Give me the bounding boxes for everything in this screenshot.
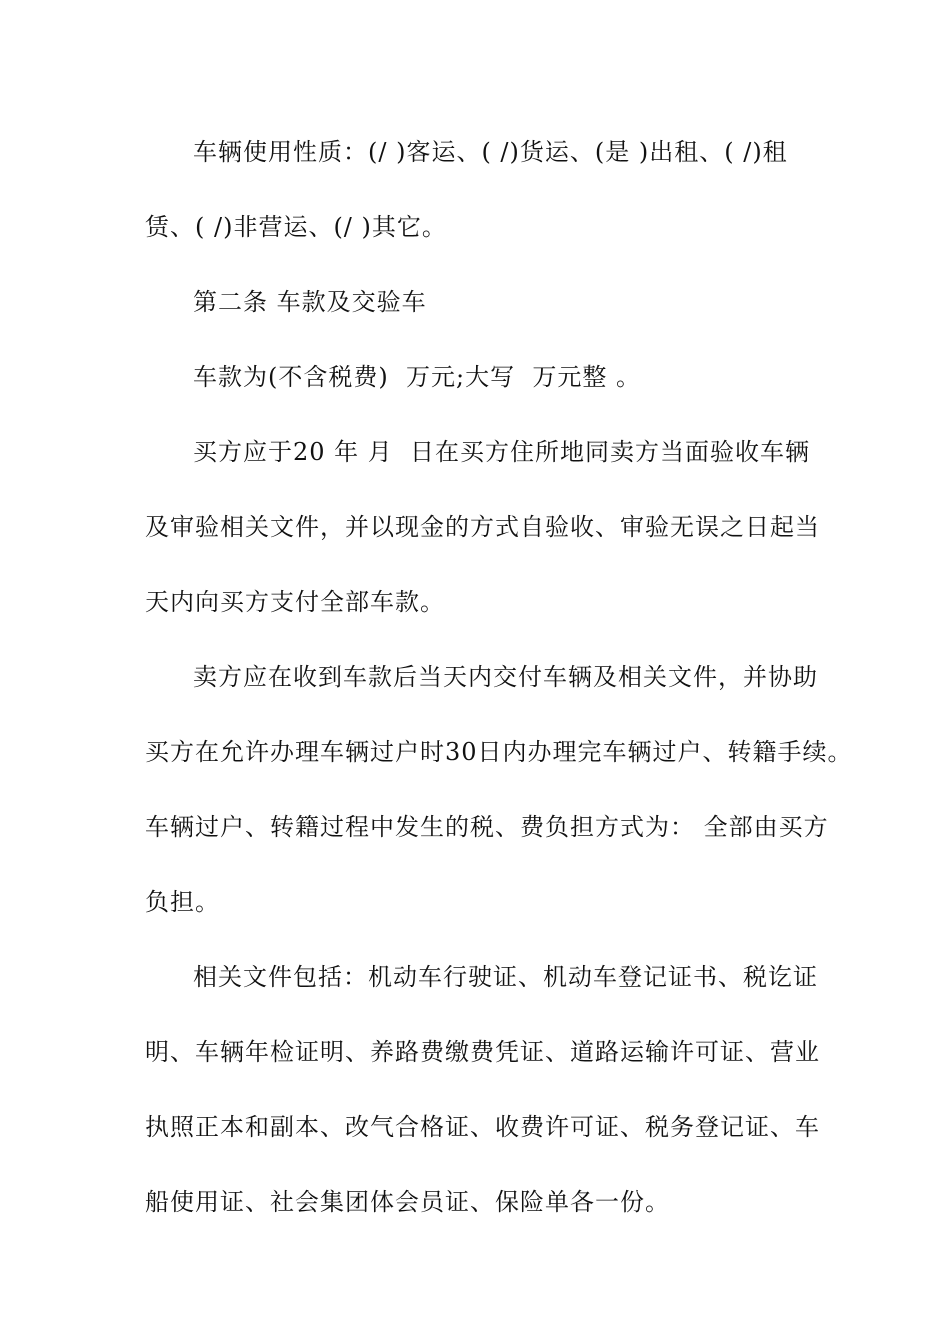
paragraph-line: 相关文件包括：机动车行驶证、机动车登记证书、税讫证 [193,963,818,991]
paragraph-line: 车辆使用性质：(/ )客运、( /)货运、(是 )出租、( /)租 [193,138,788,166]
paragraph-line: 车款为(不含税费) 万元;大写 万元整 。 [193,363,641,391]
paragraph-line: 负担。 [145,888,220,916]
paragraph-line: 船使用证、社会集团体会员证、保险单各一份。 [145,1188,670,1216]
paragraph-line: 执照正本和副本、改气合格证、收费许可证、税务登记证、车 [145,1113,820,1141]
paragraph-line: 买方在允许办理车辆过户时30日内办理完车辆过户、转籍手续。 [145,738,853,766]
paragraph-line: 车辆过户、转籍过程中发生的税、费负担方式为： 全部由买方 [145,813,829,841]
paragraph-line: 明、车辆年检证明、养路费缴费凭证、道路运输许可证、营业 [145,1038,820,1066]
section-heading: 第二条 车款及交验车 [193,288,427,316]
paragraph-line: 及审验相关文件，并以现金的方式自验收、审验无误之日起当 [145,513,820,541]
paragraph-line: 卖方应在收到车款后当天内交付车辆及相关文件，并协助 [193,663,818,691]
paragraph-line: 赁、( /)非营运、(/ )其它。 [145,213,447,241]
paragraph-line: 买方应于20 年 月 日在买方住所地同卖方当面验收车辆 [193,438,811,466]
paragraph-line: 天内向买方支付全部车款。 [145,588,445,616]
